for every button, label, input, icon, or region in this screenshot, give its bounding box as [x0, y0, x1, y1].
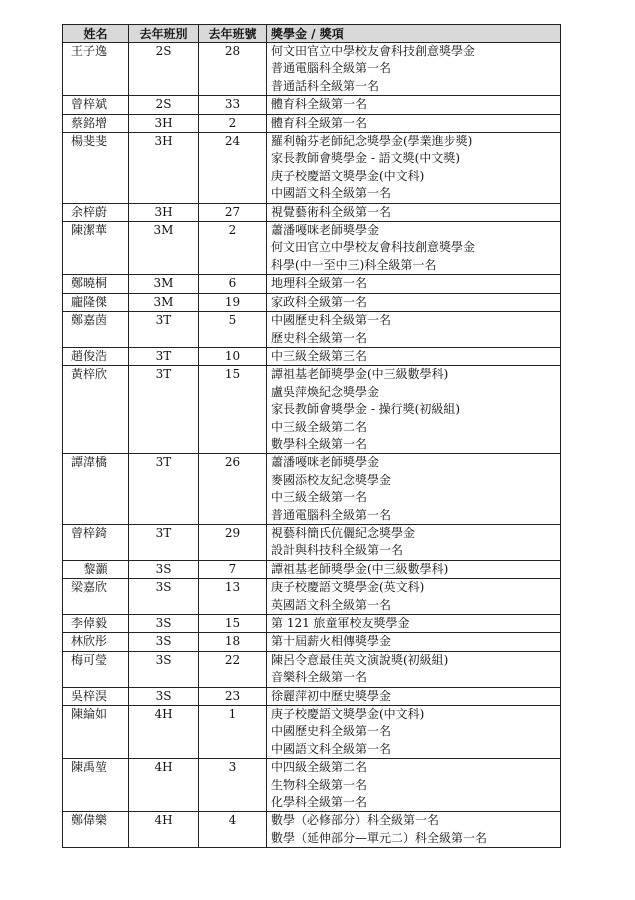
award-line: 地理科全級第一名: [271, 276, 368, 291]
student-name-cell: [63, 524, 129, 560]
student-name: 鄭曉桐: [71, 276, 108, 291]
award-line: 數學科全級第一名: [271, 436, 368, 451]
class-cell: [129, 222, 199, 275]
class-number-value: 5: [228, 313, 237, 328]
award-line: 數學（必修部分）科全級第一名: [271, 813, 440, 828]
class-cell: [129, 615, 199, 633]
award-line: 庚子校慶語文獎學金(英文科): [271, 580, 425, 595]
student-name-cell: [63, 812, 129, 848]
number-cell: [199, 812, 267, 848]
awards-cell: [267, 524, 561, 560]
student-name-cell: [63, 133, 129, 204]
award-line: 陳呂令意最佳英文演說獎(初級組): [271, 652, 449, 667]
number-cell: [199, 759, 267, 812]
awards-cell: [267, 454, 561, 525]
student-name: 龐隆傑: [71, 294, 108, 309]
student-name-cell: [63, 96, 129, 114]
table-row: [63, 706, 561, 759]
awards-cell: [267, 96, 561, 114]
class-number-value: 3: [228, 760, 237, 775]
number-cell: [199, 524, 267, 560]
class-value: 3H: [154, 204, 173, 219]
table-row: [63, 312, 561, 348]
class-value: 3M: [153, 276, 174, 291]
class-number-value: 15: [224, 367, 241, 382]
awards-cell: [267, 312, 561, 348]
award-line: 何文田官立中學校友會科技創意獎學金: [271, 240, 476, 255]
class-number-value: 4: [228, 813, 237, 828]
award-line: 視藝科簡氏伉儷紀念獎學金: [271, 525, 416, 540]
award-line: 體育科全級第一名: [271, 115, 368, 130]
table-row: [63, 96, 561, 114]
table-row: [63, 615, 561, 633]
class-cell: [129, 706, 199, 759]
award-line: 中四級全級第二名: [271, 760, 368, 775]
award-line: 英國語文科全級第一名: [271, 597, 392, 612]
awards-cell: [267, 706, 561, 759]
table-row: [63, 293, 561, 311]
awards-cell: [267, 133, 561, 204]
award-line: 視覺藝術科全級第一名: [271, 204, 392, 219]
awards-cell: [267, 759, 561, 812]
awards-cell: [267, 366, 561, 454]
award-line: 庚子校慶語文獎學金(中文科): [271, 707, 425, 722]
class-number-value: 2: [228, 223, 237, 238]
student-name: 曾梓斌: [71, 97, 108, 112]
award-line: 麥國添校友紀念獎學金: [271, 472, 392, 487]
table-row: [63, 114, 561, 132]
student-name: 吳梓淏: [71, 688, 108, 703]
class-value: 3M: [153, 294, 174, 309]
awards-table: [62, 24, 561, 848]
awards-cell: [267, 651, 561, 687]
student-name-cell: [63, 114, 129, 132]
award-line: 普通電腦科全級第一名: [271, 61, 392, 76]
award-line: 譚祖基老師獎學金(中三級數學科): [271, 561, 449, 576]
class-cell: [129, 759, 199, 812]
student-name: 梅可瑩: [71, 652, 108, 667]
class-value: 3H: [154, 134, 173, 149]
award-line: 盧吳萍煥紀念獎學金: [271, 384, 380, 399]
award-line: 庚子校慶語文獎學金(中文科): [271, 168, 425, 183]
student-name: 梁嘉欣: [71, 580, 108, 595]
header-award: 獎學金 / 獎項: [267, 25, 561, 43]
class-cell: [129, 312, 199, 348]
student-name-cell: [63, 203, 129, 221]
class-cell: [129, 366, 199, 454]
award-line: 生物科全級第一名: [271, 777, 368, 792]
awards-cell: [267, 293, 561, 311]
number-cell: [199, 114, 267, 132]
student-name-cell: [63, 687, 129, 705]
class-cell: [129, 687, 199, 705]
student-name: 鄭嘉茵: [71, 313, 108, 328]
number-cell: [199, 43, 267, 96]
award-line: 設計與科技科全級第一名: [271, 543, 404, 558]
class-number-value: 19: [224, 294, 241, 309]
class-value: 4H: [154, 707, 173, 722]
table-row: [63, 560, 561, 578]
award-line: 中國歷史科全級第一名: [271, 313, 392, 328]
student-name: 黎灝: [83, 561, 108, 576]
student-name-cell: [63, 579, 129, 615]
class-cell: [129, 96, 199, 114]
award-line: 何文田官立中學校友會科技創意獎學金: [271, 44, 476, 58]
student-name: 李倬毅: [71, 616, 108, 630]
award-line: 家長教師會獎學金 - 語文獎(中文獎): [271, 151, 461, 166]
class-number-value: 15: [224, 616, 241, 630]
class-value: 3S: [155, 688, 172, 703]
award-line: 第十屆薪火相傳獎學金: [271, 634, 392, 649]
class-cell: [129, 203, 199, 221]
class-number-value: 18: [224, 634, 241, 649]
class-number-value: 1: [228, 707, 237, 722]
header-number: 去年班號: [199, 25, 267, 43]
class-number-value: 2: [228, 115, 237, 130]
student-name: 陳綸如: [71, 707, 108, 722]
student-name: 鄭偉樂: [71, 813, 108, 828]
table-row: [63, 222, 561, 275]
number-cell: [199, 96, 267, 114]
student-name: 陳禹堃: [71, 760, 108, 775]
student-name: 余梓蔚: [71, 204, 108, 219]
class-number-value: 10: [224, 348, 241, 363]
class-cell: [129, 579, 199, 615]
class-value: 3T: [155, 367, 172, 382]
class-value: 3S: [155, 616, 172, 630]
table-row: [63, 454, 561, 525]
class-cell: [129, 114, 199, 132]
table-row: [63, 366, 561, 454]
class-number-value: 33: [224, 97, 241, 112]
awards-cell: [267, 633, 561, 651]
student-name-cell: [63, 347, 129, 365]
student-name: 陳潔華: [71, 223, 108, 238]
class-number-value: 13: [224, 580, 241, 595]
student-name-cell: [63, 454, 129, 525]
number-cell: [199, 312, 267, 348]
number-cell: [199, 633, 267, 651]
class-value: 2S: [155, 97, 172, 112]
awards-cell: [267, 203, 561, 221]
header-class: 去年班別: [129, 25, 199, 43]
class-value: 3T: [155, 313, 172, 328]
table-row: [63, 203, 561, 221]
class-number-value: 7: [228, 561, 237, 576]
student-name-cell: [63, 43, 129, 96]
class-value: 3H: [154, 115, 173, 130]
student-name-cell: [63, 222, 129, 275]
award-line: 體育科全級第一名: [271, 97, 368, 112]
class-value: 3S: [155, 561, 172, 576]
number-cell: [199, 275, 267, 293]
class-number-value: 29: [224, 525, 241, 540]
table-row: [63, 43, 561, 96]
student-name-cell: [63, 615, 129, 633]
number-cell: [199, 133, 267, 204]
number-cell: [199, 293, 267, 311]
student-name: 黃梓欣: [71, 367, 108, 382]
class-value: 2S: [155, 44, 172, 58]
student-name-cell: [63, 366, 129, 454]
table-row: [63, 812, 561, 848]
award-line: 譚祖基老師獎學金(中三級數學科): [271, 367, 449, 382]
award-line: 普通話科全級第一名: [271, 78, 380, 93]
class-cell: [129, 560, 199, 578]
award-line: 中三級全級第三名: [271, 348, 368, 363]
student-name-cell: [63, 633, 129, 651]
class-cell: [129, 43, 199, 96]
student-name: 王子逸: [71, 44, 108, 58]
class-number-value: 24: [224, 134, 241, 149]
student-name: 趙俊浩: [71, 348, 108, 363]
awards-cell: [267, 687, 561, 705]
class-cell: [129, 812, 199, 848]
number-cell: [199, 366, 267, 454]
award-line: 數學（延伸部分—單元二）科全級第一名: [271, 830, 488, 845]
award-line: 中三級全級第一名: [271, 490, 368, 505]
class-value: 3S: [155, 580, 172, 595]
awards-cell: [267, 275, 561, 293]
award-line: 徐麗萍初中歷史獎學金: [271, 688, 392, 703]
class-number-value: 23: [224, 688, 241, 703]
awards-cell: [267, 43, 561, 96]
number-cell: [199, 579, 267, 615]
table-row: [63, 651, 561, 687]
number-cell: [199, 706, 267, 759]
award-line: 科學(中一至中三)科全級第一名: [271, 257, 437, 272]
award-line: 化學科全級第一名: [271, 795, 368, 810]
class-value: 3S: [155, 634, 172, 649]
award-line: 蕭潘嘠咪老師獎學金: [271, 223, 380, 238]
student-name-cell: [63, 275, 129, 293]
number-cell: [199, 560, 267, 578]
awards-cell: [267, 222, 561, 275]
award-line: 歷史科全級第一名: [271, 330, 368, 345]
award-line: 中三級全級第二名: [271, 419, 368, 434]
student-name: 曾梓錡: [71, 525, 108, 540]
class-value: 3T: [155, 525, 172, 540]
award-line: 羅利翰芬老師紀念獎學金(學業進步獎): [271, 134, 473, 149]
table-row: [63, 275, 561, 293]
number-cell: [199, 347, 267, 365]
class-cell: [129, 454, 199, 525]
award-line: 家政科全級第一名: [271, 294, 368, 309]
class-value: 4H: [154, 760, 173, 775]
award-line: 中國語文科全級第一名: [271, 741, 392, 756]
student-name: 楊斐斐: [71, 134, 108, 149]
table-row: [63, 759, 561, 812]
student-name: 林欣彤: [71, 634, 108, 649]
award-line: 中國歷史科全級第一名: [271, 724, 392, 739]
student-name-cell: [63, 312, 129, 348]
class-cell: [129, 293, 199, 311]
number-cell: [199, 615, 267, 633]
student-name-cell: [63, 651, 129, 687]
header-name: 姓名: [63, 25, 129, 43]
class-cell: [129, 524, 199, 560]
table-row: [63, 687, 561, 705]
awards-cell: [267, 579, 561, 615]
table-row: [63, 347, 561, 365]
class-cell: [129, 651, 199, 687]
awards-cell: [267, 560, 561, 578]
student-name-cell: [63, 560, 129, 578]
student-name-cell: [63, 759, 129, 812]
class-cell: [129, 275, 199, 293]
award-line: 家長教師會獎學金 - 操行獎(初級組): [271, 402, 461, 417]
awards-cell: [267, 347, 561, 365]
class-value: 4H: [154, 813, 173, 828]
number-cell: [199, 651, 267, 687]
table-body: [63, 43, 561, 848]
table-row: [63, 133, 561, 204]
class-number-value: 26: [224, 455, 241, 470]
awards-cell: [267, 615, 561, 633]
student-name-cell: [63, 706, 129, 759]
table-row: [63, 524, 561, 560]
class-cell: [129, 133, 199, 204]
award-line: 蕭潘嘠咪老師獎學金: [271, 455, 380, 470]
awards-cell: [267, 114, 561, 132]
class-value: 3T: [155, 455, 172, 470]
class-number-value: 27: [224, 204, 241, 219]
award-line: 第 121 旅童軍校友獎學金: [271, 616, 410, 630]
class-value: 3M: [153, 223, 174, 238]
number-cell: [199, 454, 267, 525]
student-name-cell: [63, 293, 129, 311]
number-cell: [199, 222, 267, 275]
student-name: 譚湋橋: [71, 455, 108, 470]
award-line: 中國語文科全級第一名: [271, 186, 392, 201]
class-cell: [129, 347, 199, 365]
award-line: 音樂科全級第一名: [271, 670, 368, 685]
class-number-value: 6: [228, 276, 237, 291]
class-value: 3S: [155, 652, 172, 667]
number-cell: [199, 687, 267, 705]
number-cell: [199, 203, 267, 221]
table-row: [63, 579, 561, 615]
header-row: [63, 25, 561, 43]
class-number-value: 22: [224, 652, 241, 667]
class-cell: [129, 633, 199, 651]
awards-cell: [267, 812, 561, 848]
student-name: 蔡銘增: [71, 115, 108, 130]
class-number-value: 28: [224, 44, 241, 58]
award-line: 普通電腦科全級第一名: [271, 507, 392, 522]
class-value: 3T: [155, 348, 172, 363]
table-row: [63, 633, 561, 651]
